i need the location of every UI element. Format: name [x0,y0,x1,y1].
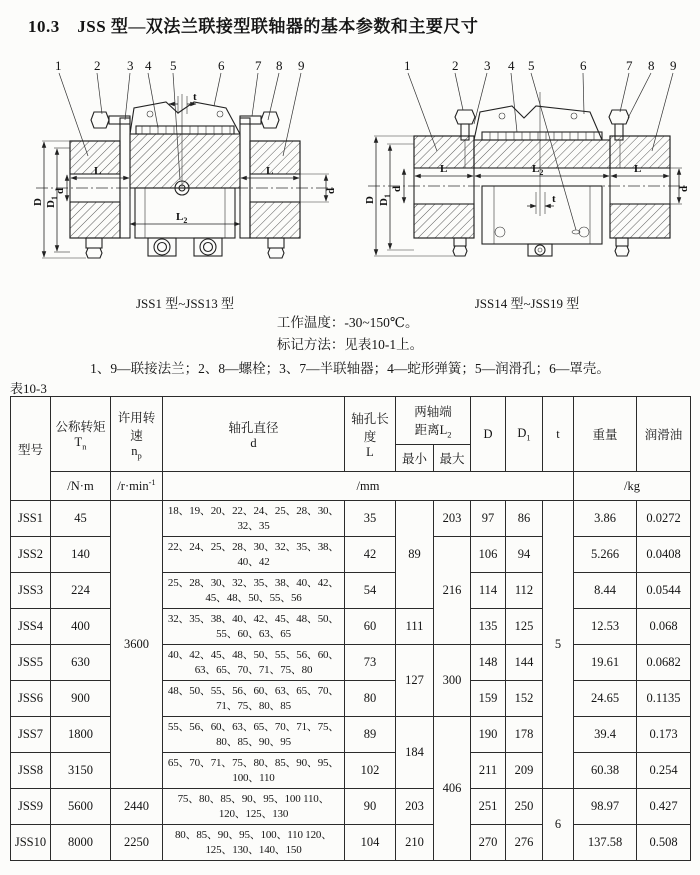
cell-torque: 45 [51,501,111,537]
cell-length: 73 [345,645,396,681]
table-row [11,501,691,537]
cell-D: 159 [471,681,506,717]
cell-t: 5 [543,501,574,789]
cell-D: 97 [471,501,506,537]
dim-D1-label: $D_1$ [378,194,392,206]
callout-5: 5 [528,58,535,73]
callout-3: 3 [484,58,491,73]
dim-L2-label: $L_2$ [532,163,544,177]
cell-model: JSS2 [11,537,51,573]
cell-D1: 209 [506,753,543,789]
header-oil: 润滑油 [637,397,691,472]
cell-torque: 900 [51,681,111,717]
callout-4: 4 [508,58,515,73]
header-D1: $D_1$ [506,397,543,472]
cell-bore-list: 32、35、38、40、42、45、48、50、55、60、63、65 [163,609,345,645]
table-row [11,789,691,825]
parameters-table [10,396,691,861]
unit-speed: $/r\cdot\min^{-1}$ [111,472,163,501]
table-row [11,825,691,861]
cell-weight: 8.44 [574,573,637,609]
cell-gap-min: 203 [396,789,434,825]
cell-oil: 0.173 [637,717,691,753]
callout-9: 9 [670,58,677,73]
cell-D: 270 [471,825,506,861]
cell-length: 42 [345,537,396,573]
callout-9: 9 [298,58,305,73]
cell-oil: 0.0408 [637,537,691,573]
cell-length: 54 [345,573,396,609]
cell-model: JSS3 [11,573,51,609]
callout-6: 6 [218,58,225,73]
cell-length: 89 [345,717,396,753]
cell-D: 135 [471,609,506,645]
callout-3: 3 [127,58,134,73]
cell-gap-max: 300 [434,645,471,717]
cell-D1: 94 [506,537,543,573]
callout-1: 1 [55,58,62,73]
header-model: 型号 [11,397,51,501]
cell-gap-min: 210 [396,825,434,861]
cell-gap-min: 127 [396,645,434,717]
cell-speed: 3600 [111,501,163,789]
cell-D: 106 [471,537,506,573]
cell-weight: 39.4 [574,717,637,753]
cell-model: JSS5 [11,645,51,681]
cell-torque: 630 [51,645,111,681]
callout-7: 7 [626,58,633,73]
header-length: 轴孔长度 L [345,397,396,472]
cell-D: 114 [471,573,506,609]
note-temperature: 工作温度：-30~150℃。 [276,315,419,330]
cell-D: 251 [471,789,506,825]
cell-oil: 0.508 [637,825,691,861]
cell-weight: 98.97 [574,789,637,825]
cell-bore-list: 40、42、45、48、50、55、56、60、63、65、70、71、75、80 [163,645,345,681]
cell-bore-list: 75、80、85、90、95、100 110、120、125、130 [163,789,345,825]
table-label: 表10-3 [10,381,47,396]
dim-L-right-label: L [266,165,274,177]
callout-8: 8 [276,58,283,73]
header-torque: 公称转矩 $T_n$ [51,397,111,472]
cell-oil: 0.068 [637,609,691,645]
dim-t-label: t [193,91,197,103]
cell-speed: 2250 [111,825,163,861]
cell-oil: 0.427 [637,789,691,825]
callout-7: 7 [255,58,262,73]
cell-torque: 224 [51,573,111,609]
cell-D1: 178 [506,717,543,753]
cell-D1: 152 [506,681,543,717]
cell-D: 211 [471,753,506,789]
dim-d-left-label: d [391,185,403,192]
header-gap: 两轴端 距离$L_2$ [396,397,471,445]
cell-model: JSS7 [11,717,51,753]
dim-L2-label: $L_2$ [176,211,188,225]
cell-weight: 5.266 [574,537,637,573]
cell-D1: 250 [506,789,543,825]
header-D: D [471,397,506,472]
cell-torque: 1800 [51,717,111,753]
callout-6: 6 [580,58,587,73]
cell-gap-max: 216 [434,537,471,645]
header-t: t [543,397,574,472]
coupling-diagram-jss14-19 [362,56,692,288]
cell-gap-min: 111 [396,609,434,645]
callout-2: 2 [452,58,459,73]
cell-t: 6 [543,789,574,861]
dim-D-label: D [32,198,44,206]
header-bore: 轴孔直径 d [163,397,345,472]
header-gap-min: 最小 [396,445,434,472]
cell-D: 148 [471,645,506,681]
cell-length: 102 [345,753,396,789]
cell-gap-min: 184 [396,717,434,789]
cell-oil: 0.254 [637,753,691,789]
cell-torque: 5600 [51,789,111,825]
cell-bore-list: 25、28、30、32、35、38、40、42、45、48、50、55、56 [163,573,345,609]
cell-bore-list: 18、19、20、22、24、25、28、30、32、35 [163,501,345,537]
dim-d-right-label: d [678,185,690,192]
cell-model: JSS6 [11,681,51,717]
callout-5: 5 [170,58,177,73]
cell-length: 80 [345,681,396,717]
cell-torque: 400 [51,609,111,645]
dim-d-left-label: d [54,187,66,194]
cell-bore-list: 22、24、25、28、30、32、35、38、40、42 [163,537,345,573]
cell-D1: 144 [506,645,543,681]
cell-oil: 0.0544 [637,573,691,609]
cell-length: 60 [345,609,396,645]
cell-model: JSS9 [11,789,51,825]
cell-length: 104 [345,825,396,861]
unit-mm: /mm [163,472,574,501]
cell-oil: 0.0682 [637,645,691,681]
cell-weight: 12.53 [574,609,637,645]
cell-gap-max: 203 [434,501,471,537]
unit-torque: /N·m [51,472,111,501]
callout-1: 1 [404,58,411,73]
cell-bore-list: 55、56、60、63、65、70、71、75、80、85、90、95 [163,717,345,753]
cell-D1: 125 [506,609,543,645]
figure-caption-left: JSS1 型~JSS13 型 [135,296,235,311]
cell-gap-max: 406 [434,717,471,861]
callout-2: 2 [94,58,101,73]
cell-weight: 137.58 [574,825,637,861]
cell-torque: 8000 [51,825,111,861]
callout-4: 4 [145,58,152,73]
cell-bore-list: 48、50、55、56、60、63、65、70、71、75、80、85 [163,681,345,717]
cell-weight: 24.65 [574,681,637,717]
callout-8: 8 [648,58,655,73]
cell-bore-list: 80、85、90、95、100、110 120、125、130、140、150 [163,825,345,861]
cell-length: 35 [345,501,396,537]
cell-D1: 86 [506,501,543,537]
header-speed: 许用转速 $n_p$ [111,397,163,472]
dim-L-left-label: L [94,165,102,177]
cell-bore-list: 65、70、71、75、80、85、90、95、100、110 [163,753,345,789]
cell-length: 90 [345,789,396,825]
cell-oil: 0.1135 [637,681,691,717]
cell-D: 190 [471,717,506,753]
cell-weight: 19.61 [574,645,637,681]
parts-legend: 1、9—联接法兰；2、8—螺栓；3、7—半联轴器；4—蛇形弹簧；5—润滑孔；6—罩壳。 [90,361,610,376]
note-marking: 标记方法：见表10-1上。 [276,336,424,352]
unit-kg: /kg [574,472,691,501]
cell-weight: 3.86 [574,501,637,537]
dim-t-label: t [552,193,556,205]
header-gap-max: 最大 [434,445,471,472]
header-weight: 重量 [574,397,637,472]
dim-D1-label: $D_1$ [45,196,59,208]
cell-torque: 140 [51,537,111,573]
cell-D1: 112 [506,573,543,609]
notes-block [0,312,700,355]
figure-caption-right: JSS14 型~JSS19 型 [474,296,580,311]
cell-model: JSS1 [11,501,51,537]
cell-model: JSS4 [11,609,51,645]
cell-speed: 2440 [111,789,163,825]
cell-oil: 0.0272 [637,501,691,537]
cell-gap-min: 89 [396,501,434,609]
dim-L-left-label: L [440,163,448,175]
cell-weight: 60.38 [574,753,637,789]
cell-D1: 276 [506,825,543,861]
cell-model: JSS8 [11,753,51,789]
cell-model: JSS10 [11,825,51,861]
page-title: 10.3 JSS 型—双法兰联接型联轴器的基本参数和主要尺寸 [28,17,479,36]
coupling-diagram-jss1-13 [30,56,340,288]
dim-D-label: D [364,196,376,204]
cell-torque: 3150 [51,753,111,789]
dim-d-right-label: d [325,187,337,194]
dim-L-right-label: L [634,163,642,175]
